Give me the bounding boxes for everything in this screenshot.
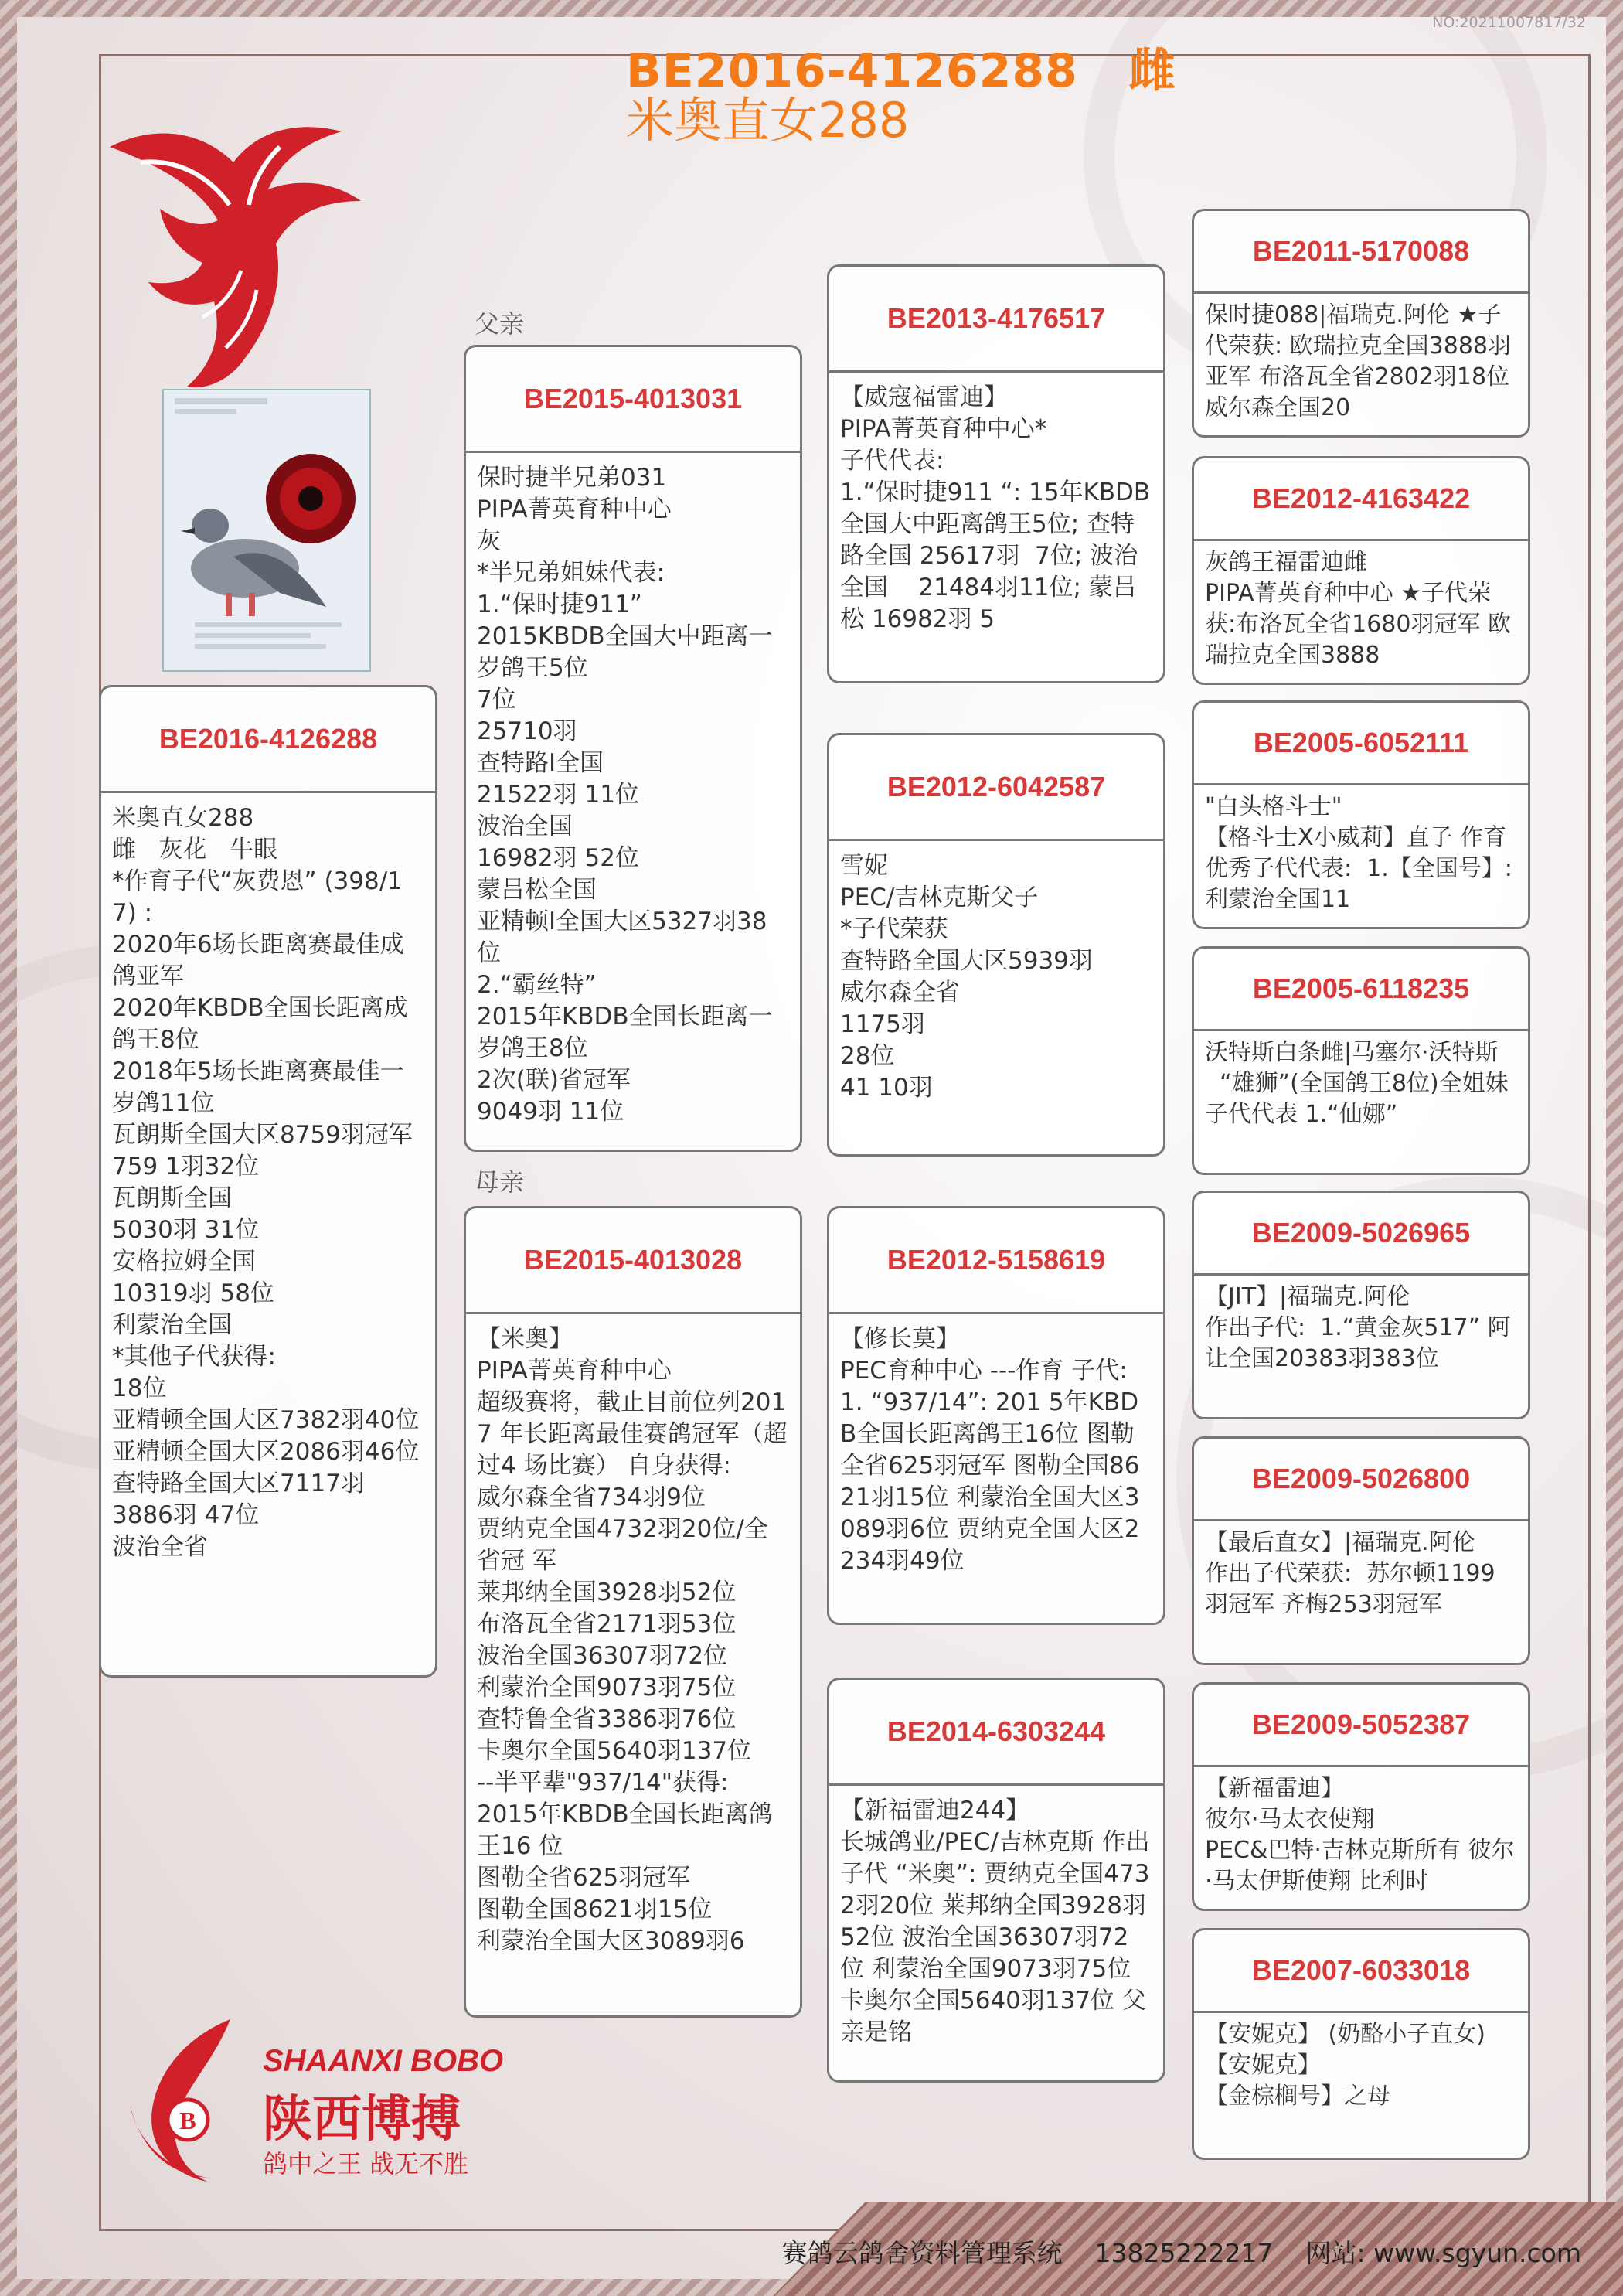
card-ring: BE2005-6118235 xyxy=(1194,949,1528,1031)
card-ring: BE2012-6042587 xyxy=(829,735,1163,841)
card-body: 雪妮 PEC/吉林克斯父子 *子代荣获 查特路全国大区5939羽 威尔森全省 1175羽 28位 41 10羽 xyxy=(840,852,1093,1102)
card-ring: BE2009-5026800 xyxy=(1194,1439,1528,1521)
title-sex: 雌 xyxy=(1128,44,1176,98)
mother-label: 母亲 xyxy=(475,1167,525,1197)
card-ring: BE2015-4013031 xyxy=(466,347,800,453)
great-grandparent-card xyxy=(1192,1191,1530,1419)
footer-website-label: 网站: xyxy=(1305,2238,1366,2268)
brand-logo xyxy=(114,2012,516,2189)
grandparent-card xyxy=(827,733,1165,1157)
great-grandparent-card xyxy=(1192,1928,1530,2160)
card-ring: BE2011-5170088 xyxy=(1194,211,1528,294)
pigeon-photo xyxy=(162,389,371,672)
great-grandparent-card xyxy=(1192,700,1530,929)
title-name: 米奥直女288 xyxy=(626,92,910,148)
card-ring: BE2005-6052111 xyxy=(1194,703,1528,785)
card-body: 沃特斯白条雌|马塞尔·沃特斯 “雄狮”(全国鸽王8位)全姐妹 子代代表 1.“仙娜” xyxy=(1205,1039,1509,1128)
footer-system: 赛鸽云鸽舍资料管理系统 xyxy=(781,2238,1063,2268)
card-body: 【威寇福雷迪】 PIPA菁英育种中心* 子代代表: 1.“保时捷911 “: 15年KBDB全国大中距离鸽王5位; 查特路全国 25617羽 7位; 波治全国 21484羽11位; 蒙吕松 16982羽 5 xyxy=(840,383,1151,633)
card-ring: BE2012-5158619 xyxy=(829,1208,1163,1314)
card-body: "白头格斗士" 【格斗士X小威莉】直子 作育优秀子代代表: 1.【全国号】: 利蒙治全国11 xyxy=(1205,793,1512,913)
mother-card xyxy=(464,1206,802,2018)
card-ring: BE2016-4126288 xyxy=(101,687,435,793)
brand-name: 陕西博搏 xyxy=(263,2091,461,2148)
card-body: 【新福雷迪244】 长城鸽业/PEC/吉林克斯 作出子代 “米奥”: 贾纳克全国4732羽20位 莱邦纳全国3928羽52位 波治全国36307羽72位 利蒙治全国9073羽75位 卡奥尔全国5640羽137位 父亲是铭 xyxy=(840,1797,1150,2046)
card-body: 【最后直女】|福瑞克.阿伦 作出子代荣获: 苏尔顿1199羽冠军 齐梅253羽冠军 xyxy=(1205,1529,1495,1618)
card-body: 【JIT】|福瑞克.阿伦 作出子代: 1.“黄金灰517” 阿让全国20383羽383位 xyxy=(1205,1283,1511,1372)
brand-emblem-icon xyxy=(114,2012,253,2189)
card-body: 【安妮克】 (奶酪小子直女) 【安妮克】 【金棕榈号】之母 xyxy=(1205,2021,1485,2110)
card-ring: BE2015-4013028 xyxy=(466,1208,800,1314)
phoenix-logo xyxy=(87,116,396,394)
great-grandparent-card xyxy=(1192,1436,1530,1665)
brand-latin: SHAANXI BOBO xyxy=(263,2044,504,2078)
great-grandparent-card xyxy=(1192,456,1530,685)
serial-number: NO:20211007817/32 xyxy=(1432,14,1586,31)
footer-phone: 13825222217 xyxy=(1094,2238,1274,2268)
card-ring: BE2013-4176517 xyxy=(829,267,1163,373)
card-body: 灰鸽王福雷迪雌 PIPA菁英育种中心 ★子代荣获:布洛瓦全省1680羽冠军 欧瑞拉克全国3888 xyxy=(1205,549,1511,669)
card-body: 保时捷088|福瑞克.阿伦 ★子代荣获: 欧瑞拉克全国3888羽亚军 布洛瓦全省2802羽18位 威尔森全国20 xyxy=(1205,301,1517,421)
card-body: 【新福雷迪】 彼尔·马太衣使翔 PEC&巴特·吉林克斯所有 彼尔·马太伊斯使翔 比利时 xyxy=(1205,1775,1515,1895)
brand-slogan: 鸽中之王 战无不胜 xyxy=(263,2149,469,2178)
card-ring: BE2009-5052387 xyxy=(1194,1685,1528,1767)
title-ring: BE2016-4126288 xyxy=(626,44,1078,98)
card-ring: BE2012-4163422 xyxy=(1194,458,1528,541)
card-ring: BE2007-6033018 xyxy=(1194,1930,1528,2013)
footer-info xyxy=(782,2233,1581,2270)
grandparent-card xyxy=(827,1206,1165,1625)
subject-card xyxy=(99,685,437,1678)
card-ring: BE2009-5026965 xyxy=(1194,1193,1528,1276)
card-ring: BE2014-6303244 xyxy=(829,1680,1163,1786)
svg-text:B: B xyxy=(179,2107,196,2134)
father-label: 父亲 xyxy=(475,309,525,339)
footer-website[interactable]: www.sgyun.com xyxy=(1373,2238,1581,2268)
father-card xyxy=(464,345,802,1152)
card-body: 【修长莫】 PEC育种中心 ---作育 子代: 1. “937/14”: 201 5年KBDB全国长距离鸽王16位 图勒全省625羽冠军 图勒全国8621羽15位 利蒙治全国大区3089羽6位 贾纳克全国大区2234羽49位 xyxy=(840,1325,1140,1575)
card-body: 保时捷半兄弟031 PIPA菁英育种中心 灰 *半兄弟姐妹代表: 1.“保时捷911” 2015KBDB全国大中距离一岁鸽王5位 7位 25710羽 查特路I全国 21522羽 11位 波治全国 16982羽 52位 蒙吕松全国 亚精顿I全国大区5327羽38位 2.“霸丝特” 2015年KBDB全国长距离一岁鸽王8位 2次(联)省冠军 9049羽 11位 xyxy=(477,464,773,1126)
grandparent-card xyxy=(827,264,1165,683)
great-grandparent-card xyxy=(1192,1682,1530,1911)
great-grandparent-card xyxy=(1192,209,1530,438)
great-grandparent-card xyxy=(1192,946,1530,1175)
card-body: 米奥直女288 雌 灰花 牛眼 *作育子代“灰费恩” (398/17) : 2020年6场长距离赛最佳成鸽亚军 2020年KBDB全国长距离成鸽王8位 2018年5场长距离赛最佳一岁鸽11位 瓦朗斯全国大区8759羽冠军 759 1羽32位 瓦朗斯全国 5030羽 31位 安格拉姆全国 10319羽 58位 利蒙治全国 *其他子代获得: 18位 亚精顿全国大区7382羽40位 亚精顿全国大区2086羽46位 查特路全国大区7117羽 3886羽 47位 波治全省 xyxy=(112,804,420,1561)
grandparent-card xyxy=(827,1678,1165,2083)
card-body: 【米奥】 PIPA菁英育种中心 超级赛将，截止目前位列2017 年长距离最佳赛鸽冠军（超过4 场比赛） 自身获得: 威尔森全省734羽9位 贾纳克全国4732羽20位/全省冠 军 莱邦纳全国3928羽52位 布洛瓦全省2171羽53位 波治全国36307羽72位 利蒙治全国9073羽75位 查特鲁全省3386羽76位 卡奥尔全国5640羽137位 --半平辈"937/14"获得: 2015年KBDB全国长距离鸽王16 位 图勒全省625羽冠军 图勒全国8621羽15位 利蒙治全国大区3089羽6 xyxy=(477,1325,788,1955)
